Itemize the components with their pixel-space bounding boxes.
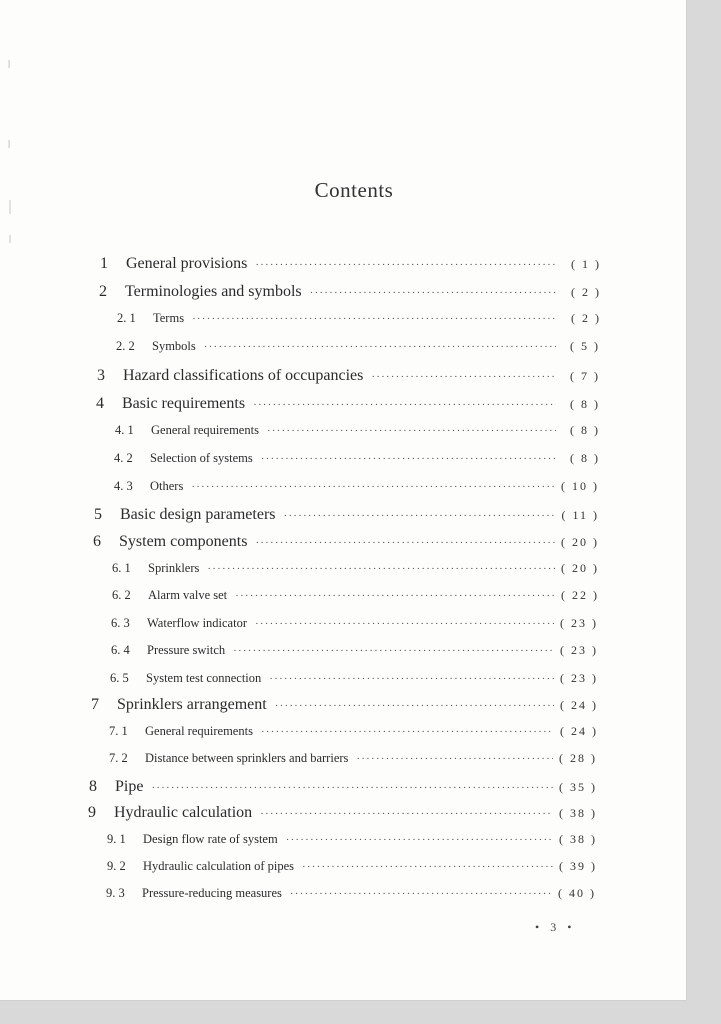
scan-speck	[9, 235, 11, 243]
toc-entry	[112, 588, 599, 603]
toc-leader-dots	[255, 537, 555, 549]
scan-speck	[8, 140, 10, 148]
toc-leader-dots	[290, 888, 552, 900]
toc-entry	[106, 886, 596, 901]
toc-entry	[114, 451, 600, 466]
toc-entry	[91, 696, 598, 714]
toc-entry	[97, 367, 600, 385]
toc-entry-number: 6	[93, 533, 101, 550]
toc-entry-title: General requirements	[145, 724, 253, 738]
toc-entry-title: General provisions	[126, 255, 248, 272]
page-title: Contents	[314, 178, 394, 202]
toc-entry-title: Alarm valve set	[148, 588, 228, 602]
toc-entry-number: 4	[96, 395, 104, 412]
toc-entry-number: 6. 3	[111, 616, 130, 630]
toc-entry-page: ( 7 )	[570, 369, 600, 383]
toc-entry-number: 4. 1	[115, 423, 134, 437]
toc-entry-page: ( 23 )	[560, 671, 598, 685]
toc-entry-number: 1	[100, 255, 108, 272]
toc-entry-title: Pipe	[115, 778, 144, 795]
toc-entry	[100, 255, 601, 273]
toc-entry-number: 5	[94, 506, 102, 523]
toc-entry	[117, 311, 601, 326]
toc-leader-dots	[269, 673, 554, 685]
toc-entry-title: Distance between sprinklers and barriers	[145, 751, 349, 765]
toc-entry-number: 4. 3	[114, 479, 133, 493]
toc-leader-dots	[253, 399, 556, 411]
toc-entry-title: Basic requirements	[122, 395, 246, 412]
toc-leader-dots	[260, 808, 553, 820]
toc-entry	[107, 859, 597, 874]
toc-entry-page: ( 38 )	[559, 806, 597, 820]
toc-entry-title: System components	[119, 533, 248, 550]
toc-leader-dots	[233, 645, 554, 657]
toc-entry-title: Selection of systems	[150, 451, 253, 465]
toc-entry-page: ( 1 )	[571, 257, 601, 271]
toc-leader-dots	[261, 726, 554, 738]
toc-leader-dots	[255, 618, 554, 630]
toc-leader-dots	[235, 590, 555, 602]
toc-entry-title: General requirements	[151, 423, 259, 437]
toc-entry	[114, 479, 599, 494]
toc-entry-title: Hazard classifications of occupancies	[123, 367, 364, 384]
toc-entry-title: Terms	[153, 311, 185, 325]
toc-entry	[110, 671, 598, 686]
toc-leader-dots	[310, 287, 557, 299]
toc-entry-number: 6. 5	[110, 671, 129, 685]
toc-entry-number: 9. 2	[107, 859, 126, 873]
toc-entry-page: ( 35 )	[559, 780, 597, 794]
toc-entry-page: ( 23 )	[560, 643, 598, 657]
toc-leader-dots	[371, 371, 556, 383]
toc-entry-page: ( 24 )	[560, 724, 598, 738]
toc-entry-page: ( 38 )	[559, 832, 597, 846]
toc-leader-dots	[356, 753, 553, 765]
toc-entry-number: 7. 2	[109, 751, 128, 765]
toc-entry-page: ( 10 )	[561, 479, 599, 493]
toc-entry	[112, 561, 599, 576]
toc-entry-title: Symbols	[152, 339, 196, 353]
toc-entry-number: 9. 3	[106, 886, 125, 900]
toc-leader-dots	[151, 782, 553, 794]
toc-entry-title: Terminologies and symbols	[125, 283, 302, 300]
toc-entry-number: 2	[99, 283, 107, 300]
toc-entry-page: ( 22 )	[561, 588, 599, 602]
toc-entry-page: ( 2 )	[571, 285, 601, 299]
toc-entry-page: ( 5 )	[570, 339, 600, 353]
toc-leader-dots	[207, 563, 555, 575]
toc-entry-page: ( 20 )	[561, 535, 599, 549]
toc-entry-number: 7	[91, 696, 99, 713]
toc-entry	[99, 283, 601, 301]
toc-entry	[107, 832, 597, 847]
toc-entry	[94, 506, 599, 524]
toc-entry	[109, 751, 597, 766]
toc-leader-dots	[204, 341, 556, 353]
toc-entry-title: Waterflow indicator	[147, 616, 247, 630]
toc-entry	[88, 804, 597, 822]
toc-leader-dots	[261, 453, 556, 465]
toc-entry-title: Pressure switch	[147, 643, 226, 657]
toc-entry-number: 6. 4	[111, 643, 130, 657]
toc-leader-dots	[286, 834, 553, 846]
toc-entry-page: ( 2 )	[571, 311, 601, 325]
toc-entry-title: Sprinklers arrangement	[117, 696, 267, 713]
toc-entry-title: Sprinklers	[148, 561, 200, 575]
toc-entry	[96, 395, 600, 413]
toc-entry-number: 6. 1	[112, 561, 131, 575]
toc-entry	[89, 778, 597, 796]
toc-entry	[111, 643, 598, 658]
toc-entry-page: ( 28 )	[559, 751, 597, 765]
toc-entry	[109, 724, 598, 739]
toc-entry-page: ( 8 )	[570, 423, 600, 437]
toc-entry-title: System test connection	[146, 671, 262, 685]
toc-entry-page: ( 11 )	[561, 508, 599, 522]
toc-entry-page: ( 40 )	[558, 886, 596, 900]
toc-entry-title: Pressure-reducing measures	[142, 886, 282, 900]
toc-entry-page: ( 24 )	[560, 698, 598, 712]
toc-entry-page: ( 39 )	[559, 859, 597, 873]
page-number: • 3 •	[535, 920, 576, 934]
toc-entry-number: 7. 1	[109, 724, 128, 738]
toc-entry-title: Basic design parameters	[120, 506, 276, 523]
toc-entry-title: Others	[150, 479, 184, 493]
toc-entry	[111, 616, 598, 631]
toc-entry-number: 6. 2	[112, 588, 131, 602]
toc-leader-dots	[192, 313, 557, 325]
toc-leader-dots	[284, 510, 556, 522]
toc-entry-number: 4. 2	[114, 451, 133, 465]
toc-entry-number: 8	[89, 778, 97, 795]
toc-entry-number: 9	[88, 804, 96, 821]
toc-entry-page: ( 8 )	[570, 397, 600, 411]
toc-entry-page: ( 20 )	[561, 561, 599, 575]
toc-entry-title: Hydraulic calculation of pipes	[143, 859, 294, 873]
toc-entry-number: 9. 1	[107, 832, 126, 846]
toc-entry-title: Design flow rate of system	[143, 832, 278, 846]
toc-leader-dots	[275, 700, 554, 712]
toc-entry	[115, 423, 600, 438]
toc-entry-page: ( 8 )	[570, 451, 600, 465]
toc-entry	[116, 339, 600, 354]
toc-entry-number: 2. 2	[116, 339, 135, 353]
toc-leader-dots	[302, 861, 553, 873]
toc-leader-dots	[255, 259, 557, 271]
toc-leader-dots	[191, 481, 555, 493]
toc-entry-number: 2. 1	[117, 311, 136, 325]
toc-entry-title: Hydraulic calculation	[114, 804, 253, 821]
toc-leader-dots	[267, 425, 556, 437]
toc-entry	[93, 533, 599, 551]
toc-entry-number: 3	[97, 367, 105, 384]
scan-speck	[8, 60, 10, 68]
toc-entry-page: ( 23 )	[560, 616, 598, 630]
